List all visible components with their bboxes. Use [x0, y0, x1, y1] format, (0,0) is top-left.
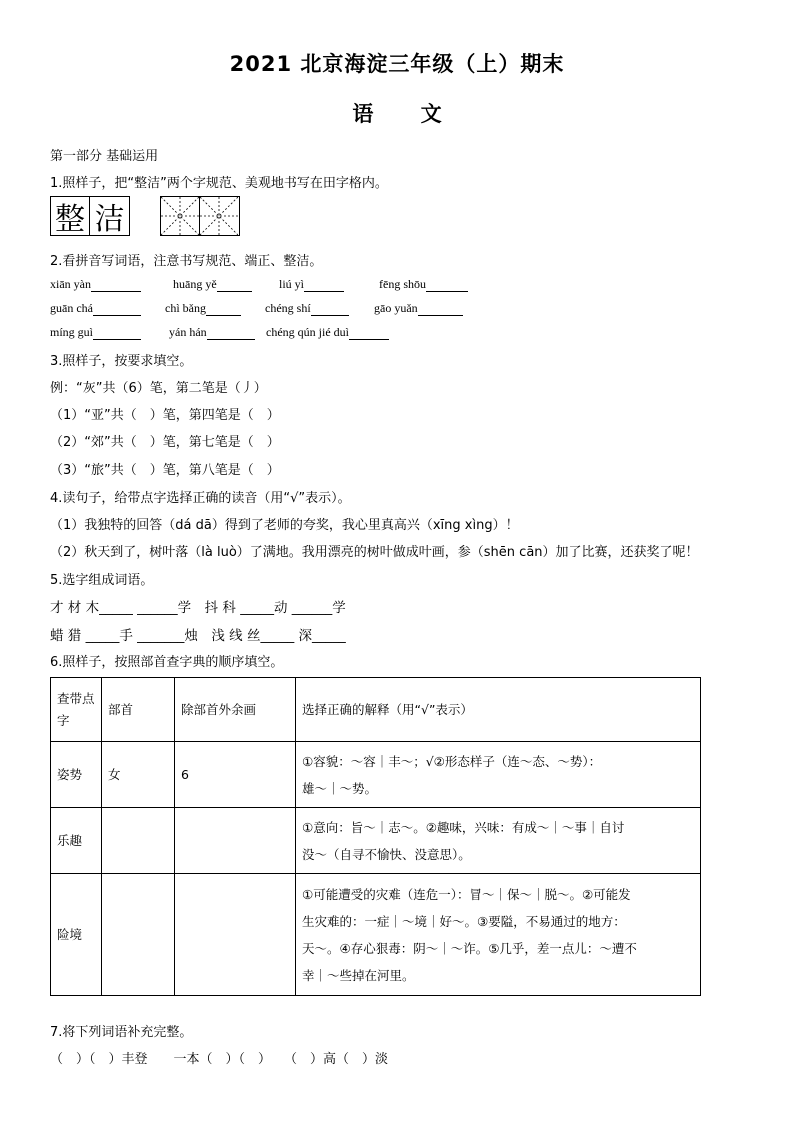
page-title: 2021 北京海淀三年级（上）期末 — [229, 52, 565, 76]
pinyin-text: míng guì — [50, 325, 94, 339]
pinyin-text: chéng shí — [265, 301, 311, 315]
q3-example: 例：“灰”共（6）笔，第二笔是（丿） — [50, 381, 267, 396]
pinyin-text: chéng qún jié duì — [266, 325, 349, 339]
answer-blank[interactable] — [304, 279, 344, 292]
answer-blank[interactable] — [217, 279, 252, 292]
definition-line: 雄～｜～势。 — [302, 780, 378, 796]
sample-char-2: 洁 — [90, 196, 130, 236]
strokes-cell[interactable]: 6 — [175, 742, 296, 808]
q1-prompt: 1.照样子，把“整洁”两个字规范、美观地书写在田字格内。 — [50, 176, 388, 191]
pinyin-item — [265, 301, 371, 316]
q4-item-2[interactable]: （2）秋天到了，树叶落（là luò）了满地。我用漂亮的树叶做成叶画，参（shēn cān）加了比赛，还获奖了呢！ — [50, 545, 699, 560]
answer-blank[interactable] — [418, 303, 463, 316]
pinyin-text: gāo yuǎn — [374, 301, 418, 315]
definition-cell[interactable] — [296, 808, 701, 874]
answer-blank[interactable] — [93, 303, 141, 316]
pinyin-row-2 — [50, 301, 463, 316]
q6-prompt: 6.照样子，按照部首查字典的顺序填空。 — [50, 655, 284, 670]
table-row — [51, 808, 701, 874]
answer-cell-2[interactable] — [200, 196, 240, 236]
definition-line: ①容貌：～容｜丰～；√②形态样子（连～态、～势）： — [302, 753, 602, 769]
tianzige-grid-icon — [200, 197, 238, 235]
pinyin-item — [379, 277, 468, 292]
pinyin-row-1 — [50, 277, 468, 292]
definition-line: 幸｜～些掉在河里。 — [302, 967, 415, 983]
definition-cell[interactable] — [296, 742, 701, 808]
q4-item-1[interactable]: （1）我独特的回答（dá dā）得到了老师的夸奖，我心里真高兴（xīng xìng）！ — [50, 518, 519, 533]
pinyin-text: fēng shōu — [379, 277, 426, 291]
pinyin-item — [169, 325, 263, 340]
definition-line: 没～（自寻不愉快、没意思）。 — [302, 846, 471, 862]
q3-item-1[interactable]: （1）“亚”共（ ）笔，第四笔是（ ） — [50, 408, 280, 423]
definition-line: ①可能遭受的灾难（连危一）：冒～｜保～｜脱～。②可能发 — [302, 886, 631, 902]
word-cell: 险境 — [51, 874, 102, 996]
sample-char-1: 整 — [50, 196, 90, 236]
answer-cell-1[interactable] — [160, 196, 200, 236]
answer-blank[interactable] — [207, 327, 255, 340]
pinyin-text: huāng yě — [173, 277, 217, 291]
q3-prompt: 3.照样子，按要求填空。 — [50, 354, 193, 369]
pinyin-text: yán hán — [169, 325, 207, 339]
q5-row-1[interactable]: 才 材 木_____ ______学 抖 科 _____动 ______学 — [50, 600, 346, 616]
header-cell: 部首 — [102, 678, 175, 742]
answer-blank[interactable] — [311, 303, 349, 316]
answer-blank[interactable] — [206, 303, 241, 316]
subject-title: 语 文 — [352, 102, 442, 126]
tianzige-sample — [50, 196, 130, 236]
table-row — [51, 742, 701, 808]
dictionary-table — [50, 677, 701, 996]
q3-item-3[interactable]: （3）“旅”共（ ）笔，第八笔是（ ） — [50, 463, 280, 478]
pinyin-text: chì bǎng — [165, 301, 206, 315]
pinyin-text: liú yì — [279, 277, 305, 291]
radical-cell[interactable]: 女 — [102, 742, 175, 808]
header-cell: 查带点字 — [51, 678, 102, 742]
pinyin-row-3 — [50, 325, 389, 340]
q2-prompt: 2.看拼音写词语，注意书写规范、端正、整洁。 — [50, 254, 323, 269]
q3-item-2[interactable]: （2）“郊”共（ ）笔，第七笔是（ ） — [50, 435, 280, 450]
answer-blank[interactable] — [349, 327, 389, 340]
pinyin-item — [374, 301, 463, 316]
answer-blank[interactable] — [93, 327, 141, 340]
part-label: 第一部分 基础运用 — [50, 149, 159, 164]
pinyin-item — [50, 277, 170, 292]
word-cell: 姿势 — [51, 742, 102, 808]
table-row — [51, 874, 701, 996]
q7-line[interactable]: （ ）（ ）丰登 一本（ ）（ ） （ ）高（ ）淡 — [50, 1052, 389, 1067]
radical-cell[interactable] — [102, 874, 175, 996]
pinyin-text: xiān yàn — [50, 277, 91, 291]
strokes-cell[interactable] — [175, 808, 296, 874]
pinyin-item — [173, 277, 276, 292]
pinyin-item — [165, 301, 262, 316]
q4-prompt: 4.读句子，给带点字选择正确的读音（用“√”表示）。 — [50, 491, 351, 506]
pinyin-item — [50, 301, 162, 316]
definition-cell[interactable] — [296, 874, 701, 996]
header-cell: 除部首外余画 — [175, 678, 296, 742]
definition-line: 天～。④存心狠毒：阴～｜～诈。⑤几乎，差一点儿：～遭不 — [302, 940, 637, 956]
pinyin-text: guān chá — [50, 301, 93, 315]
table-header-row — [51, 678, 701, 742]
tianzige-grid-icon — [161, 197, 199, 235]
answer-blank[interactable] — [426, 279, 468, 292]
radical-cell[interactable] — [102, 808, 175, 874]
pinyin-item — [50, 325, 166, 340]
word-cell: 乐趣 — [51, 808, 102, 874]
q5-prompt: 5.选字组成词语。 — [50, 573, 154, 588]
q7-prompt: 7.将下列词语补充完整。 — [50, 1025, 193, 1040]
header-cell: 选择正确的解释（用“√”表示） — [296, 678, 701, 742]
definition-line: ①意向：旨～｜志～。②趣味，兴味：有成～｜～事｜自讨 — [302, 819, 625, 835]
tianzige-answer[interactable] — [160, 196, 240, 236]
q5-row-2[interactable]: 蜡 猎 _____手 _______烛 浅 线 丝_____ 深_____ — [50, 628, 346, 644]
pinyin-item — [279, 277, 376, 292]
pinyin-item — [266, 325, 389, 340]
strokes-cell[interactable] — [175, 874, 296, 996]
definition-line: 生灾难的：一症｜～境｜好～。③要隘，不易通过的地方： — [302, 913, 626, 929]
answer-blank[interactable] — [91, 279, 141, 292]
